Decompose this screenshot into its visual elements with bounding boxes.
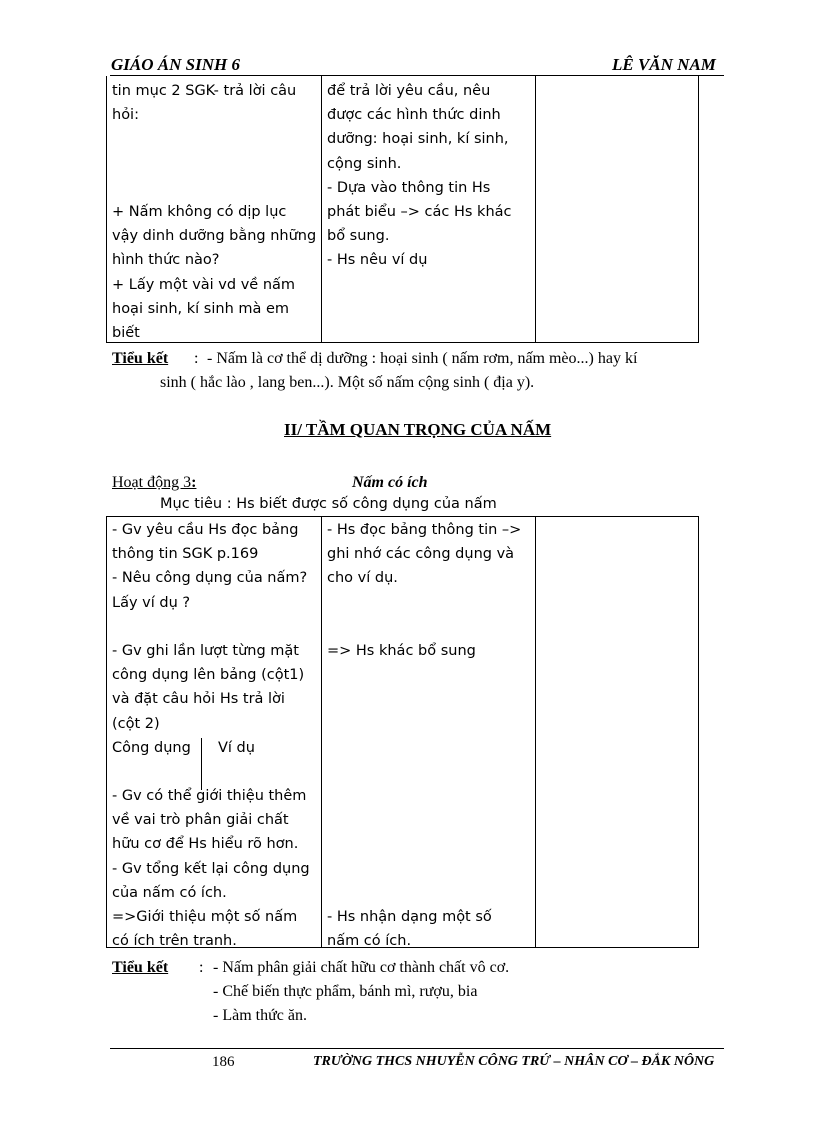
table-2-student-step-2: => Hs khác bổ sung [327, 643, 476, 659]
activity-label: Hoạt động 3 : [112, 474, 197, 491]
section-title: II/ TẦM QUAN TRỌNG CỦA NẤM [284, 420, 552, 439]
header-left: GIÁO ÁN SINH 6 [111, 55, 240, 74]
table-2-teacher-column: - Gv yêu cầu Hs đọc bảng thông tin SGK p.169 - Nêu công dụng của nấm? Lấy ví dụ ? - Gv ghi lần lượt từng mặt công dụng lên bảng (cột1) và đặt câu hỏi Hs trả lời (cột 2) [112, 522, 308, 732]
summary-2-colon: : [199, 959, 204, 976]
summary-2-item-3: - Làm thức ăn. [213, 1007, 307, 1024]
summary-1-line-1: - Nấm là cơ thể dị dưỡng : hoại sinh ( nấm rơm, nấm mèo...) hay kí [207, 350, 638, 367]
summary-2-item-2: - Chế biến thực phẩm, bánh mì, rượu, bia [213, 983, 478, 1000]
summary-1-line-2: sinh ( hắc lào , lang ben...). Một số nấm cộng sinh ( địa y). [160, 374, 535, 391]
page-number: 186 [212, 1054, 235, 1070]
summary-2-item-1: - Nấm phân giải chất hữu cơ thành chất vô cơ. [213, 959, 510, 976]
table-1-divider-2 [535, 76, 536, 343]
summary-2-label: Tiểu kết [112, 959, 169, 976]
table-2-student-step-3: - Hs nhận dạng một số nấm có ích. [327, 909, 492, 950]
table-2-divider-1 [321, 516, 322, 948]
objective: Mục tiêu : Hs biết được số công dụng của nấm [160, 496, 497, 512]
footer-school: TRƯỜNG THCS NHUYỄN CÔNG TRỨ – NHÂN CƠ – ĐẮK NÔNG [313, 1054, 715, 1069]
table-2-student-step-1: - Hs đọc bảng thông tin –> ghi nhớ các công dụng và cho ví dụ. [327, 522, 522, 587]
header-right: LÊ VĂN NAM [612, 55, 716, 74]
table-1-divider-1 [321, 76, 322, 343]
summary-1-colon: : [194, 350, 199, 367]
inner-table-left-header: Công dụng [112, 740, 191, 756]
footer-rule [110, 1048, 724, 1049]
table-1-student-column: để trả lời yêu cầu, nêu được các hình thức dinh dưỡng: hoại sinh, kí sinh, cộng sinh. - Dựa vào thông tin Hs phát biểu –> các Hs khác bổ sung. - Hs nêu ví dụ [327, 83, 512, 269]
activity-title: Nấm có ích [352, 474, 428, 491]
table-1-teacher-column: tin mục 2 SGK- trả lời câu hỏi: + Nấm không có dịp lục vậy dinh dưỡng bằng những hình thức nào? + Lấy một vài vd về nấm hoại sinh, kí sinh mà em biết [112, 83, 317, 342]
table-2-divider-2 [535, 516, 536, 948]
inner-table-divider [201, 738, 202, 790]
table-2-teacher-column-continued: - Gv có thể giới thiệu thêm về vai trò phân giải chất hữu cơ để Hs hiểu rõ hơn. - Gv tổng kết lại công dụng của nấm có ích. =>Giới thiệu một số nấm có ích trên tranh. [112, 788, 310, 950]
summary-1-label: Tiểu kết [112, 350, 169, 367]
inner-table-right-header: Ví dụ [218, 740, 255, 756]
